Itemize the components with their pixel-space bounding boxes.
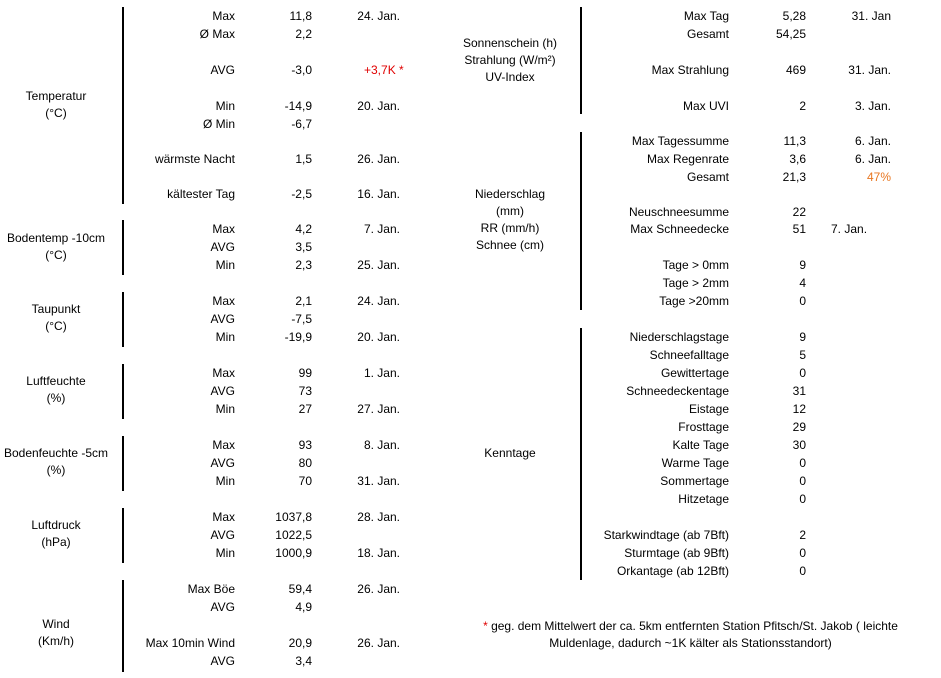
row-value: 73: [298, 384, 312, 398]
row-name: Tage > 0mm: [662, 258, 729, 272]
row-name: Max: [212, 438, 235, 452]
section-label: Bodentemp -10cm: [6, 231, 106, 245]
row-name: Max: [212, 366, 235, 380]
row-name: AVG: [210, 456, 235, 470]
section-label: (%): [46, 463, 66, 477]
row-name: Max: [212, 510, 235, 524]
section-label: (°C): [45, 319, 67, 333]
row-value: 29: [792, 420, 806, 434]
row-value: 9: [799, 330, 806, 344]
row-date: 27. Jan.: [357, 402, 400, 416]
row-value: 99: [298, 366, 312, 380]
percent-value: 47%: [866, 170, 891, 184]
row-value: 4,2: [295, 222, 312, 236]
row-value: 0: [799, 474, 806, 488]
row-date: 20. Jan.: [357, 99, 400, 113]
section-label: (%): [46, 391, 66, 405]
row-name: Neuschneesumme: [628, 205, 729, 219]
row-name: Sommertage: [660, 474, 729, 488]
row-name: Gesamt: [686, 27, 729, 41]
row-name: Kalte Tage: [672, 438, 729, 452]
section-label: Taupunkt: [31, 302, 81, 316]
row-value: 59,4: [288, 582, 312, 596]
section-label: (°C): [45, 248, 67, 262]
row-name: kältester Tag: [167, 187, 235, 201]
row-value: 31: [792, 384, 806, 398]
section-label: (Km/h): [38, 634, 74, 648]
row-name: Tage >20mm: [659, 294, 729, 308]
row-value: 9: [799, 258, 806, 272]
row-value: -2,5: [291, 187, 312, 201]
row-value: 5: [799, 348, 806, 362]
row-date: 31. Jan.: [848, 63, 891, 77]
row-name: Niederschlagstage: [629, 330, 729, 344]
row-name: Ø Min: [202, 117, 235, 131]
section-label: Luftfeuchte: [26, 374, 86, 388]
row-date: 3. Jan.: [854, 99, 891, 113]
row-value: 27: [298, 402, 312, 416]
row-date: 28. Jan.: [357, 510, 400, 524]
row-name: Schneefalltage: [649, 348, 729, 362]
row-name: Sturmtage (ab 9Bft): [624, 546, 729, 560]
section-label: (mm): [496, 204, 524, 218]
row-name: Max Schneedecke: [630, 222, 729, 236]
row-value: 469: [785, 63, 806, 77]
row-name: AVG: [210, 240, 235, 254]
row-value: 1037,8: [275, 510, 312, 524]
row-name: AVG: [210, 654, 235, 668]
row-name: Max: [212, 9, 235, 23]
row-date: 31. Jan.: [357, 474, 400, 488]
row-date: 24. Jan.: [357, 294, 400, 308]
row-name: Frosttage: [678, 420, 729, 434]
row-name: Max Strahlung: [651, 63, 729, 77]
row-name: Warme Tage: [661, 456, 729, 470]
row-value: 0: [799, 366, 806, 380]
row-value: -3,0: [291, 63, 312, 77]
section-label: Kenntage: [484, 445, 536, 460]
row-value: 2,1: [295, 294, 312, 308]
row-value: 12: [792, 402, 806, 416]
row-date: 7. Jan.: [831, 222, 868, 236]
row-date: 8. Jan.: [363, 438, 400, 452]
row-date: 16. Jan.: [357, 187, 400, 201]
section-label: Strahlung (W/m²): [464, 52, 556, 67]
anomaly-value: +3,7K *: [364, 63, 404, 77]
section-label: (°C): [45, 106, 67, 120]
row-date: 1. Jan.: [363, 366, 400, 380]
row-name: Max UVI: [682, 99, 729, 113]
row-date: 6. Jan.: [854, 134, 891, 148]
row-value: 1000,9: [275, 546, 312, 560]
row-value: 20,9: [288, 636, 312, 650]
section-label: Wind: [42, 617, 70, 631]
row-name: Max Tag: [683, 9, 729, 23]
row-name: Max Regenrate: [646, 152, 729, 166]
row-value: 3,4: [295, 654, 312, 668]
row-date: 7. Jan.: [363, 222, 400, 236]
row-value: -6,7: [291, 117, 312, 131]
row-date: 31. Jan: [851, 9, 891, 23]
row-value: 22: [792, 205, 806, 219]
row-value: 1,5: [295, 152, 312, 166]
row-value: 0: [799, 492, 806, 506]
row-value: 3,5: [295, 240, 312, 254]
row-value: 93: [298, 438, 312, 452]
row-name: Min: [215, 474, 235, 488]
row-name: AVG: [210, 63, 235, 77]
row-name: Max 10min Wind: [145, 636, 235, 650]
section-label: Luftdruck: [31, 518, 81, 532]
section-label: RR (mm/h): [480, 221, 540, 235]
row-value: 0: [799, 294, 806, 308]
row-date: 26. Jan.: [357, 152, 400, 166]
row-name: Min: [215, 402, 235, 416]
row-name: Starkwindtage (ab 7Bft): [603, 528, 729, 542]
row-value: 2: [799, 528, 806, 542]
row-value: 1022,5: [275, 528, 312, 542]
footnote-line: Muldenlage, dadurch ~1K kälter als Stationsstandort): [549, 636, 832, 650]
row-value: 0: [799, 564, 806, 578]
section-label: Bodenfeuchte -5cm: [3, 446, 109, 460]
row-name: Max Tagessumme: [631, 134, 729, 148]
row-date: 20. Jan.: [357, 330, 400, 344]
row-name: Schneedeckentage: [626, 384, 729, 398]
row-value: 21,3: [782, 170, 806, 184]
row-value: 54,25: [775, 27, 806, 41]
footnote-marker: *: [483, 619, 488, 633]
row-name: Min: [215, 330, 235, 344]
row-name: wärmste Nacht: [154, 152, 235, 166]
row-name: Eistage: [688, 402, 729, 416]
row-value: 2,3: [295, 258, 312, 272]
row-date: 26. Jan.: [357, 582, 400, 596]
row-date: 18. Jan.: [357, 546, 400, 560]
section-label: (hPa): [41, 535, 71, 549]
row-name: Tage > 2mm: [662, 276, 729, 290]
row-value: 0: [799, 546, 806, 560]
row-value: 30: [792, 438, 806, 452]
row-name: Max: [212, 294, 235, 308]
row-value: 2,2: [295, 27, 312, 41]
footnote-line: [440, 617, 941, 635]
section-label: Schnee (cm): [475, 238, 545, 252]
row-value: 5,28: [782, 9, 806, 23]
row-value: 4,9: [295, 600, 312, 614]
row-name: Ø Max: [199, 27, 235, 41]
row-name: Hitzetage: [678, 492, 729, 506]
row-name: Gewittertage: [660, 366, 729, 380]
row-value: 51: [792, 222, 806, 236]
row-name: Min: [215, 258, 235, 272]
row-value: 70: [298, 474, 312, 488]
section-label: UV-Index: [485, 69, 535, 84]
row-value: 11,8: [289, 9, 312, 23]
row-value: -14,9: [284, 99, 312, 113]
section-label: Niederschlag: [474, 187, 546, 201]
row-name: Max Böe: [187, 582, 235, 596]
row-value: -7,5: [291, 312, 312, 326]
row-value: 3,6: [789, 152, 806, 166]
row-name: AVG: [210, 600, 235, 614]
row-value: 4: [799, 276, 806, 290]
row-name: Min: [215, 546, 235, 560]
row-name: Min: [215, 99, 235, 113]
row-date: 25. Jan.: [357, 258, 400, 272]
row-value: 0: [799, 456, 806, 470]
footnote-text: geg. dem Mittelwert der ca. 5km entfernten Station Pfitsch/St. Jakob ( leichte: [487, 619, 898, 633]
row-date: 6. Jan.: [854, 152, 891, 166]
row-name: AVG: [210, 528, 235, 542]
section-label: Sonnenschein (h): [462, 35, 558, 50]
row-name: Max: [212, 222, 235, 236]
section-label: Temperatur: [25, 89, 87, 103]
row-value: 80: [298, 456, 312, 470]
row-value: 2: [799, 99, 806, 113]
row-name: AVG: [210, 312, 235, 326]
row-value: 11,3: [783, 134, 806, 148]
row-name: Orkantage (ab 12Bft): [616, 564, 729, 578]
row-date: 24. Jan.: [357, 9, 400, 23]
row-name: AVG: [210, 384, 235, 398]
row-date: 26. Jan.: [357, 636, 400, 650]
row-value: -19,9: [284, 330, 312, 344]
row-name: Gesamt: [686, 170, 729, 184]
